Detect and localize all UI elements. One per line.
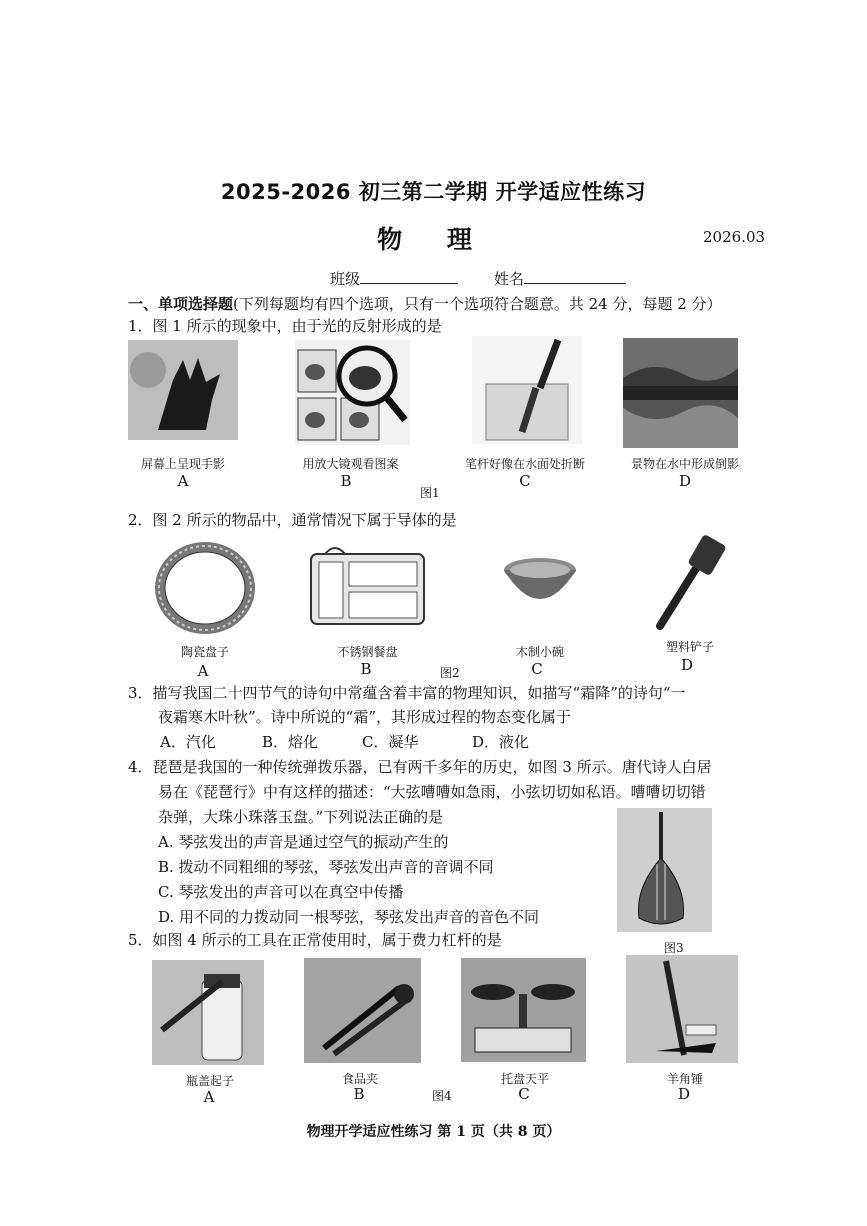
q4-line1: 4．琵琶是我国的一种传统弹拨乐器，已有两千多年的历史，如图 3 所示。唐代诗人白居 [128, 758, 712, 776]
hand-shadow-icon [128, 340, 238, 440]
balance-scale-icon [461, 958, 586, 1062]
q5-figure-label: 图4 [432, 1089, 452, 1103]
name-field [494, 268, 626, 289]
q3-option-b[interactable]: B．熔化 [262, 733, 319, 751]
pencil-in-water-icon [472, 336, 582, 444]
q2-image-a [150, 538, 260, 638]
magnifier-icon [295, 340, 410, 445]
q5-image-b [304, 958, 421, 1063]
page-footer: 物理开学适应性练习 第 1 页（共 8 页） [306, 1124, 561, 1140]
q2-caption-b: 不锈钢餐盘 [337, 645, 398, 659]
q2-figure-label: 图2 [440, 666, 460, 680]
q5-image-a [152, 960, 264, 1065]
exam-title: 2025-2026 初三第二学期 开学适应性练习 [220, 180, 647, 204]
q1-caption-c: 笔杆好像在水面处折断 [464, 457, 585, 471]
q4-option-c[interactable]: C. 琴弦发出的声音可以在真空中传播 [158, 883, 404, 901]
q5-caption-c: 托盘天平 [500, 1072, 549, 1086]
bottle-opener-icon [152, 960, 264, 1065]
q1-image-a [128, 340, 238, 440]
class-blank[interactable] [360, 269, 458, 284]
q2-letter-a: A [197, 662, 209, 680]
class-field [330, 268, 458, 289]
q1-caption-d: 景物在水中形成倒影 [630, 457, 739, 471]
q5-letter-a: A [203, 1088, 215, 1106]
q2-letter-c: C [531, 660, 543, 678]
q5-caption-b: 食品夹 [341, 1072, 378, 1086]
q2-letter-d: D [680, 656, 694, 674]
q1-letter-a: A [177, 472, 189, 490]
q3-option-c[interactable]: C．凝华 [362, 733, 419, 751]
q4-figure-label: 图3 [664, 941, 684, 955]
q1-caption-a: 屏幕上呈现手影 [140, 457, 225, 471]
q1-letter-c: C [519, 472, 531, 490]
q4-option-d[interactable]: D. 用不同的力拨动同一根琴弦，琴弦发出声音的音色不同 [158, 908, 540, 926]
ceramic-plate-icon [150, 538, 260, 638]
q1-image-b [295, 340, 410, 445]
exam-date: 2026.03 [703, 228, 766, 246]
q1-letter-d: D [678, 472, 692, 490]
q4-image-pipa [617, 808, 712, 932]
q4-option-a[interactable]: A. 琴弦发出的声音是通过空气的振动产生的 [158, 833, 449, 851]
q1-letter-b: B [340, 472, 352, 490]
q5-stem: 5．如图 4 所示的工具在正常使用时，属于费力杠杆的是 [128, 931, 502, 949]
steel-tray-icon [305, 540, 430, 628]
q5-letter-b: B [353, 1085, 365, 1103]
subject-title: 物 理 [377, 225, 490, 254]
q3-option-d[interactable]: D．液化 [472, 733, 530, 751]
name-blank[interactable] [524, 269, 626, 284]
q5-image-c [461, 958, 586, 1062]
q4-line3: 杂弹，大珠小珠落玉盘。”下列说法正确的是 [158, 808, 444, 826]
section-note: (下列每题均有四个选项，只有一个选项符合题意。共 24 分，每题 2 分） [233, 295, 722, 313]
q3-line2: 夜霜寒木叶秋”。诗中所说的“霜”，其形成过程的物态变化属于 [158, 708, 572, 726]
claw-hammer-icon [626, 955, 738, 1063]
q3-option-a[interactable]: A．汽化 [160, 733, 216, 751]
section-heading: 一、单项选择题(下列每题均有四个选项，只有一个选项符合题意。共 24 分，每题 2 分） [128, 295, 722, 313]
q2-caption-c: 木制小碗 [515, 645, 564, 659]
q2-caption-a: 陶瓷盘子 [180, 645, 229, 659]
class-label: 班级 [330, 270, 361, 288]
q1-figure-label: 图1 [420, 486, 440, 500]
q5-image-d [626, 955, 738, 1063]
plastic-spatula-icon [650, 532, 730, 632]
q2-caption-d: 塑料铲子 [665, 640, 714, 654]
wooden-bowl-icon [500, 548, 580, 618]
q3-line1: 3．描写我国二十四节气的诗句中常蕴含着丰富的物理知识，如描写“霜降”的诗句“一 [128, 684, 686, 702]
q5-letter-c: C [518, 1085, 530, 1103]
q4-option-b[interactable]: B. 拨动不同粗细的琴弦，琴弦发出声音的音调不同 [158, 858, 494, 876]
name-label: 姓名 [494, 270, 525, 288]
q2-image-b [305, 540, 430, 628]
q5-caption-d: 羊角锤 [666, 1072, 703, 1086]
q2-image-d [650, 532, 730, 632]
q5-letter-d: D [677, 1085, 691, 1103]
q1-image-c [472, 336, 582, 444]
q2-image-c [500, 548, 580, 618]
q2-letter-b: B [360, 660, 372, 678]
q1-stem: 1．图 1 所示的现象中，由于光的反射形成的是 [128, 317, 442, 335]
food-tongs-icon [304, 958, 421, 1063]
pipa-icon [617, 808, 712, 932]
q2-stem: 2．图 2 所示的物品中，通常情况下属于导体的是 [128, 511, 457, 529]
q4-line2: 易在《琵琶行》中有这样的描述：“大弦嘈嘈如急雨，小弦切切如私语。嘈嘈切切错 [158, 783, 706, 801]
q1-caption-b: 用放大镜观看图案 [302, 457, 399, 471]
q5-caption-a: 瓶盖起子 [185, 1074, 234, 1088]
q1-image-d [623, 338, 738, 448]
reflection-icon [623, 338, 738, 448]
